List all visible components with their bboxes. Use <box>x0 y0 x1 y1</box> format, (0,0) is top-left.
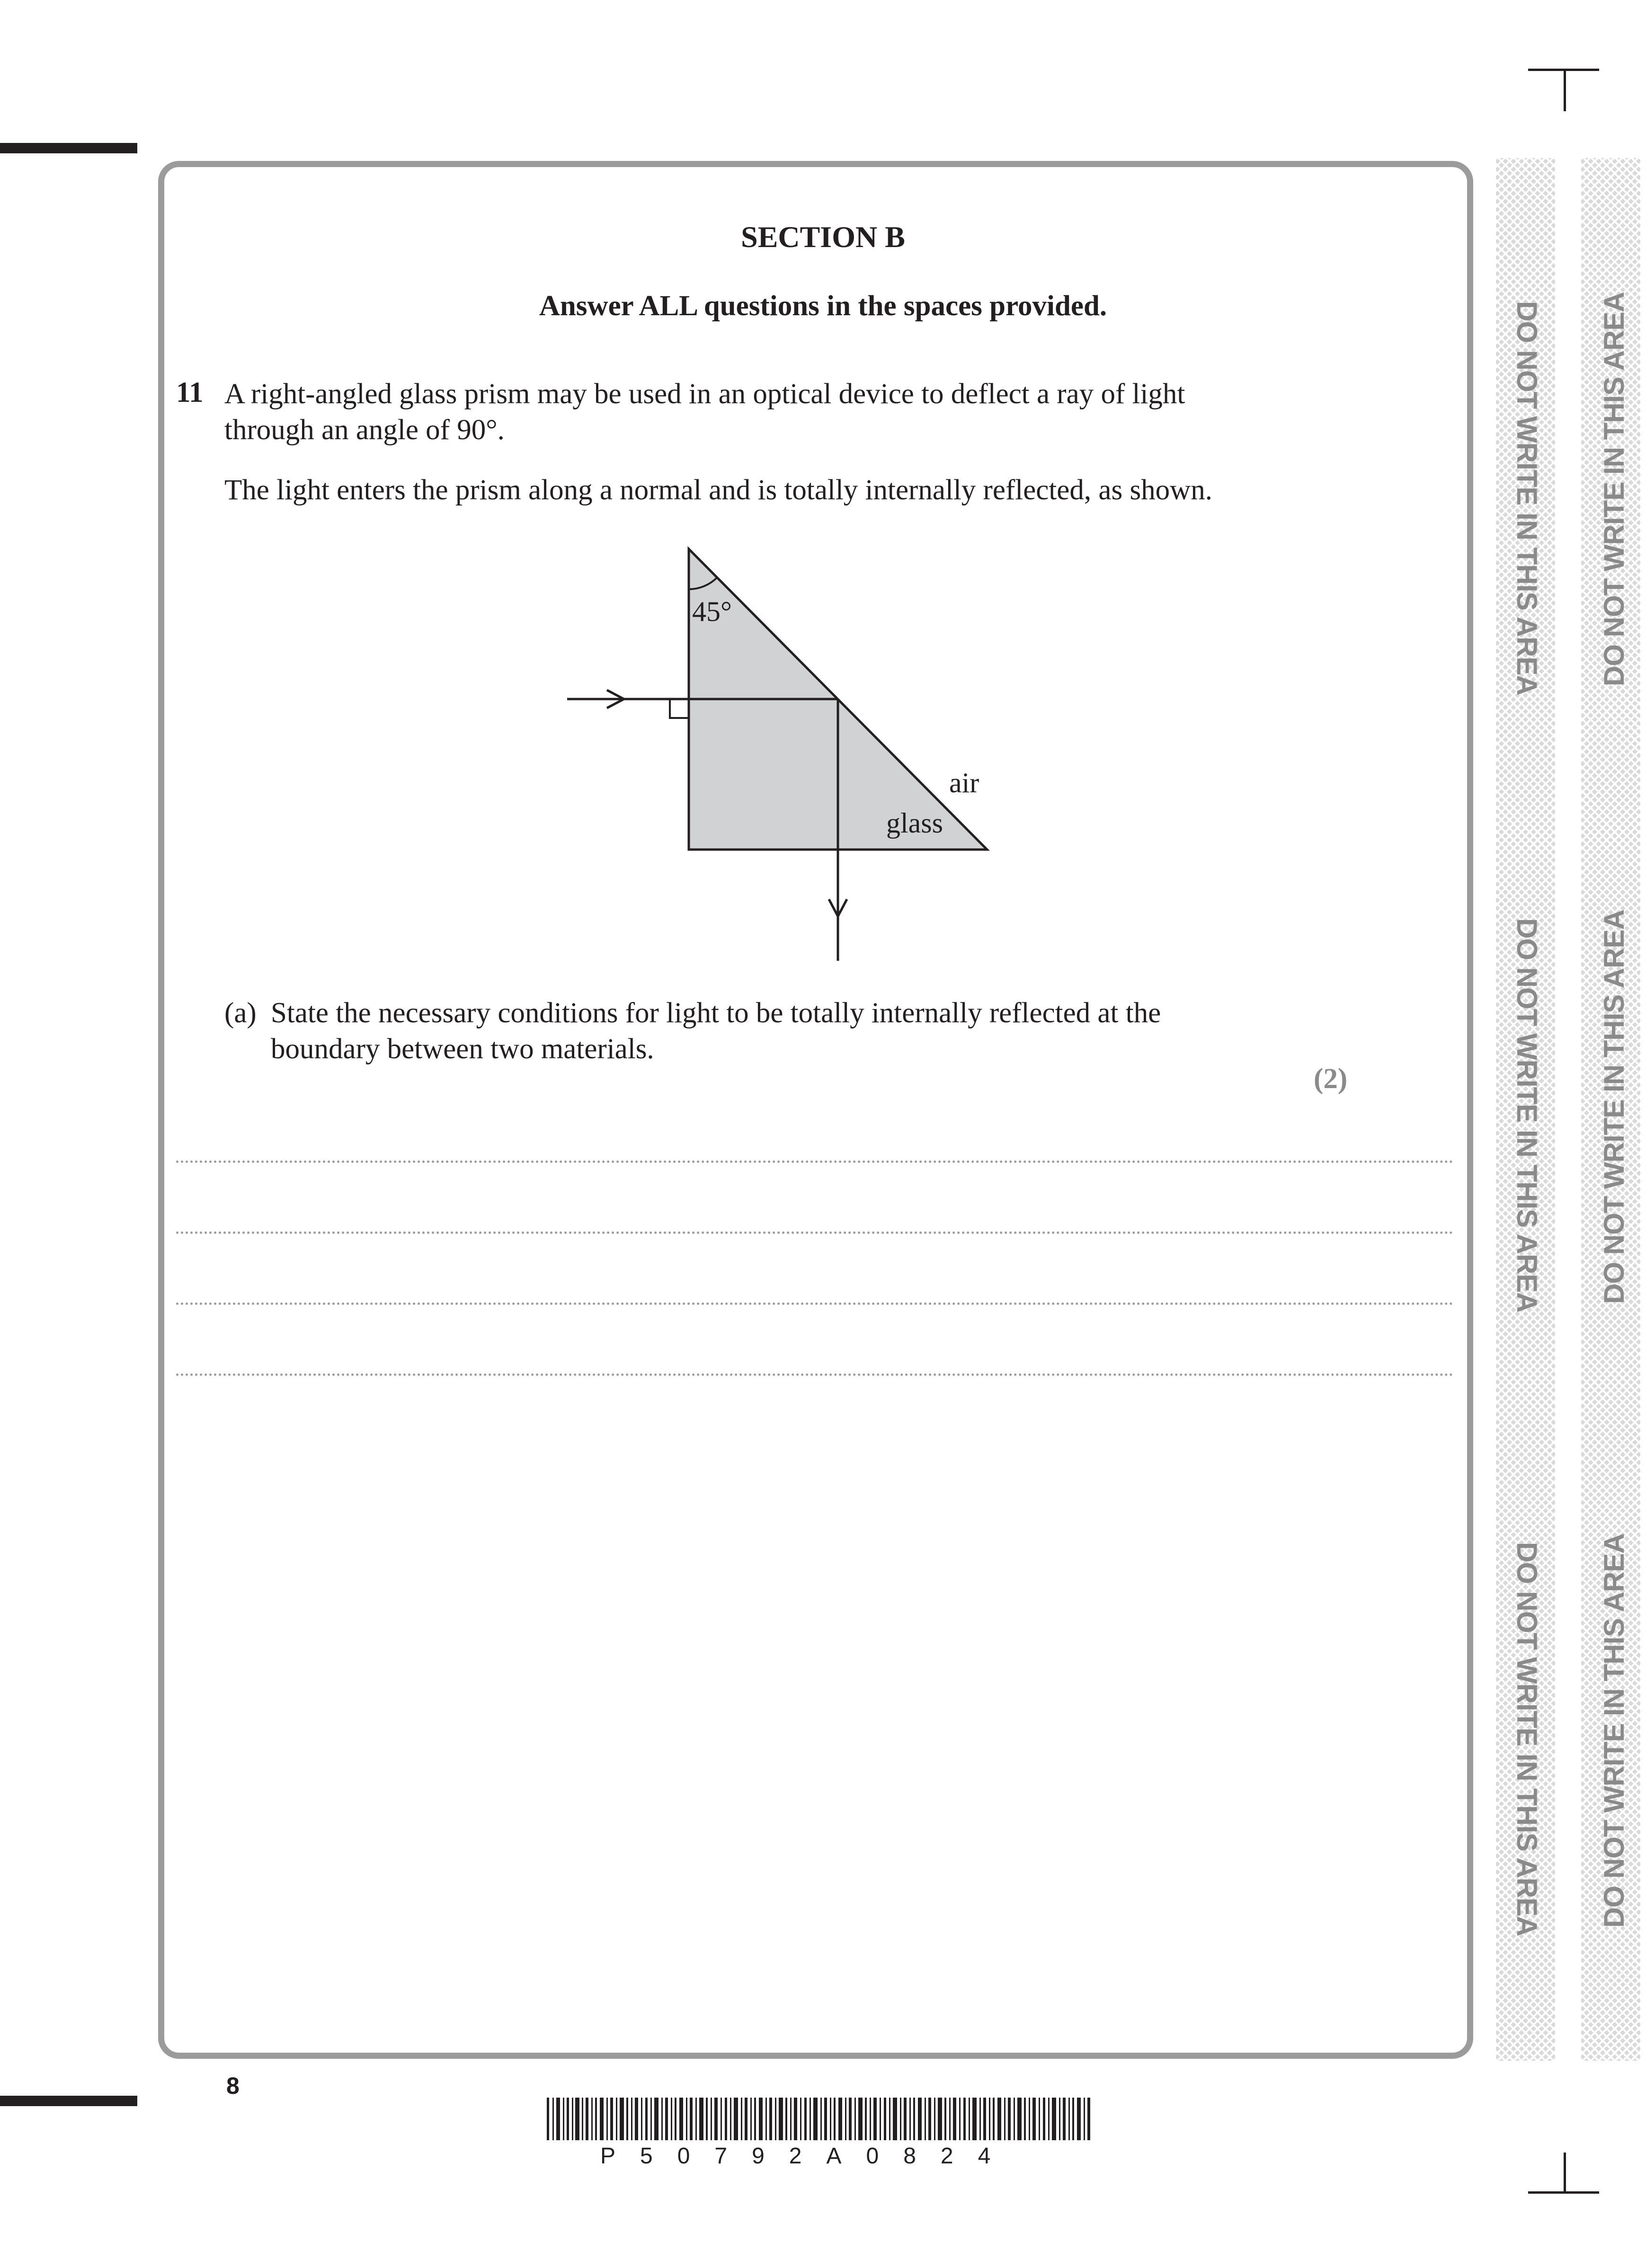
answer-line[interactable] <box>176 1302 1453 1305</box>
answer-line[interactable] <box>176 1373 1453 1376</box>
glass-label: glass <box>886 807 943 839</box>
question-statement: The light enters the prism along a normal and is totally internally reflected, as shown. <box>224 474 1212 506</box>
margin-warning-outer-3: DO NOT WRITE IN THIS AREA <box>1598 1533 1630 1928</box>
crop-mark-bottom-v <box>1564 2153 1566 2191</box>
left-margin-bar-bottom <box>0 2096 137 2106</box>
part-a-text-line1: State the necessary conditions for light to be totally internally reflected at the <box>271 997 1161 1029</box>
part-a-label: (a) <box>224 997 257 1029</box>
angle-label: 45° <box>692 596 732 627</box>
normal-right-angle-marker <box>670 699 689 718</box>
question-intro-line1: A right-angled glass prism may be used in an optical device to deflect a ray of light <box>224 378 1185 410</box>
margin-warning-outer-2: DO NOT WRITE IN THIS AREA <box>1598 910 1630 1304</box>
prism-diagram <box>0 0 1646 994</box>
barcode-text: P50792A0824 <box>600 2144 1015 2169</box>
part-a-marks: (2) <box>1314 1063 1348 1095</box>
answer-line[interactable] <box>176 1231 1453 1234</box>
margin-warning-outer-1: DO NOT WRITE IN THIS AREA <box>1598 292 1630 686</box>
question-number: 11 <box>176 377 204 408</box>
air-label: air <box>949 767 979 798</box>
page-number: 8 <box>226 2073 240 2099</box>
crop-mark-bottom-h <box>1528 2191 1599 2194</box>
margin-warning-inner-2: DO NOT WRITE IN THIS AREA <box>1511 918 1543 1312</box>
answer-line[interactable] <box>176 1161 1453 1163</box>
section-instructions: Answer ALL questions in the spaces provided. <box>539 290 1107 322</box>
margin-warning-inner-1: DO NOT WRITE IN THIS AREA <box>1511 301 1543 695</box>
section-title: SECTION B <box>741 220 905 254</box>
barcode-bars <box>547 2098 1090 2140</box>
part-a-text-line2: boundary between two materials. <box>271 1033 654 1065</box>
question-intro-line2: through an angle of 90°. <box>224 414 505 446</box>
barcode <box>547 2098 1091 2140</box>
margin-warning-inner-3: DO NOT WRITE IN THIS AREA <box>1511 1542 1543 1936</box>
